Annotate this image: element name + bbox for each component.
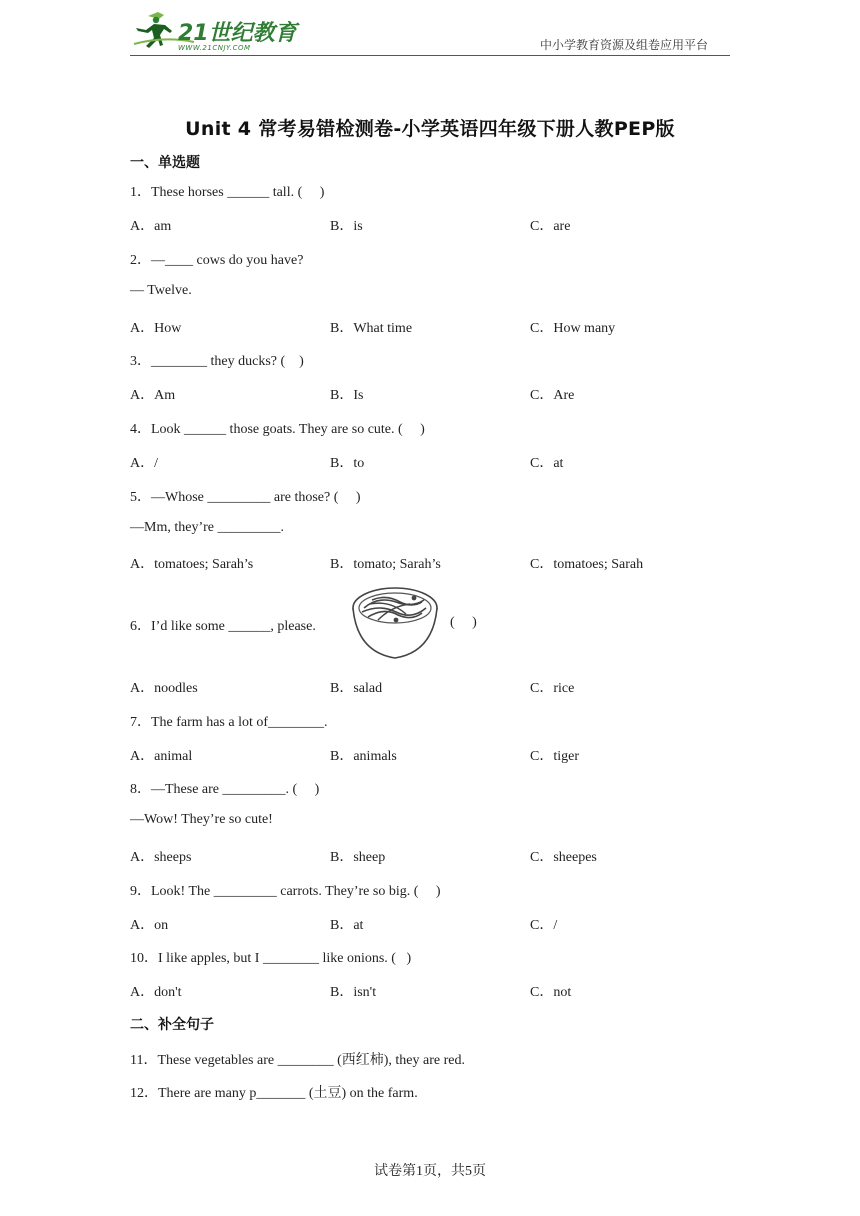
question-4: 4．Look ______ those goats. They are so cute. ( ) bbox=[130, 422, 425, 437]
option-b: B．salad bbox=[330, 681, 383, 696]
option-a: A．noodles bbox=[130, 681, 198, 696]
logo-url: WWW.21CNJY.COM bbox=[178, 44, 251, 52]
option-b: B．tomato; Sarah’s bbox=[330, 557, 441, 572]
option-a: A．am bbox=[130, 219, 172, 234]
option-a: A．tomatoes; Sarah’s bbox=[130, 557, 254, 572]
question-6-bracket: ( ) bbox=[450, 615, 477, 630]
option-c: C．are bbox=[530, 219, 571, 234]
option-a: A．on bbox=[130, 918, 169, 933]
option-c: C．How many bbox=[530, 321, 616, 336]
option-b: B．isn't bbox=[330, 985, 377, 1000]
option-a: A．Am bbox=[130, 388, 176, 403]
page-header bbox=[130, 8, 730, 56]
option-b: B．sheep bbox=[330, 850, 386, 865]
option-c: C．not bbox=[530, 985, 572, 1000]
question-2: 2．—____ cows do you have? bbox=[130, 253, 304, 268]
option-a: A．/ bbox=[130, 456, 158, 471]
option-a: A．don't bbox=[130, 985, 182, 1000]
option-c: C．tiger bbox=[530, 749, 579, 764]
option-a: A．sheeps bbox=[130, 850, 192, 865]
page-title: Unit 4 常考易错检测卷-小学英语四年级下册人教PEP版 bbox=[185, 118, 675, 140]
option-a: A．animal bbox=[130, 749, 193, 764]
option-c: C．rice bbox=[530, 681, 575, 696]
question-2-answer-line: — Twelve. bbox=[130, 283, 192, 298]
option-b: B．is bbox=[330, 219, 363, 234]
question-8-answer-line: —Wow! They’re so cute! bbox=[130, 812, 273, 827]
question-7: 7．The farm has a lot of________. bbox=[130, 715, 328, 730]
section-heading-complete-sentences: 二、补全句子 bbox=[130, 1017, 214, 1033]
option-b: B．at bbox=[330, 918, 364, 933]
question-9: 9．Look! The _________ carrots. They’re so big. ( ) bbox=[130, 884, 441, 899]
option-b: B．What time bbox=[330, 321, 413, 336]
question-11: 11．These vegetables are ________ (西红柿), they are red. bbox=[130, 1053, 465, 1068]
question-3: 3．________ they ducks? ( ) bbox=[130, 354, 304, 369]
question-5-answer-line: —Mm, they’re _________. bbox=[130, 520, 284, 535]
option-b: B．to bbox=[330, 456, 365, 471]
site-logo bbox=[130, 10, 300, 54]
option-b: B．Is bbox=[330, 388, 364, 403]
question-1: 1．These horses ______ tall. ( ) bbox=[130, 185, 325, 200]
question-8: 8．—These are _________. ( ) bbox=[130, 782, 320, 797]
section-heading-single-choice: 一、单选题 bbox=[130, 155, 200, 171]
page-footer: 试卷第1页，共5页 bbox=[374, 1164, 486, 1179]
logo-text: 21世纪教育 bbox=[178, 21, 297, 46]
option-c: C．sheepes bbox=[530, 850, 597, 865]
question-12: 12．There are many p_______ (土豆) on the farm. bbox=[130, 1086, 418, 1101]
question-10: 10．I like apples, but I ________ like onions. ( ) bbox=[130, 951, 412, 966]
option-c: C．Are bbox=[530, 388, 575, 403]
question-5: 5．—Whose _________ are those? ( ) bbox=[130, 490, 361, 505]
platform-name: 中小学教育资源及组卷应用平台 bbox=[539, 38, 708, 52]
question-6: 6．I’d like some ______, please. bbox=[130, 619, 316, 634]
option-c: C．at bbox=[530, 456, 564, 471]
option-b: B．animals bbox=[330, 749, 397, 764]
option-a: A．How bbox=[130, 321, 182, 336]
option-c: C．tomatoes; Sarah bbox=[530, 557, 644, 572]
noodle-bowl-icon bbox=[350, 584, 440, 662]
option-c: C．/ bbox=[530, 918, 558, 933]
